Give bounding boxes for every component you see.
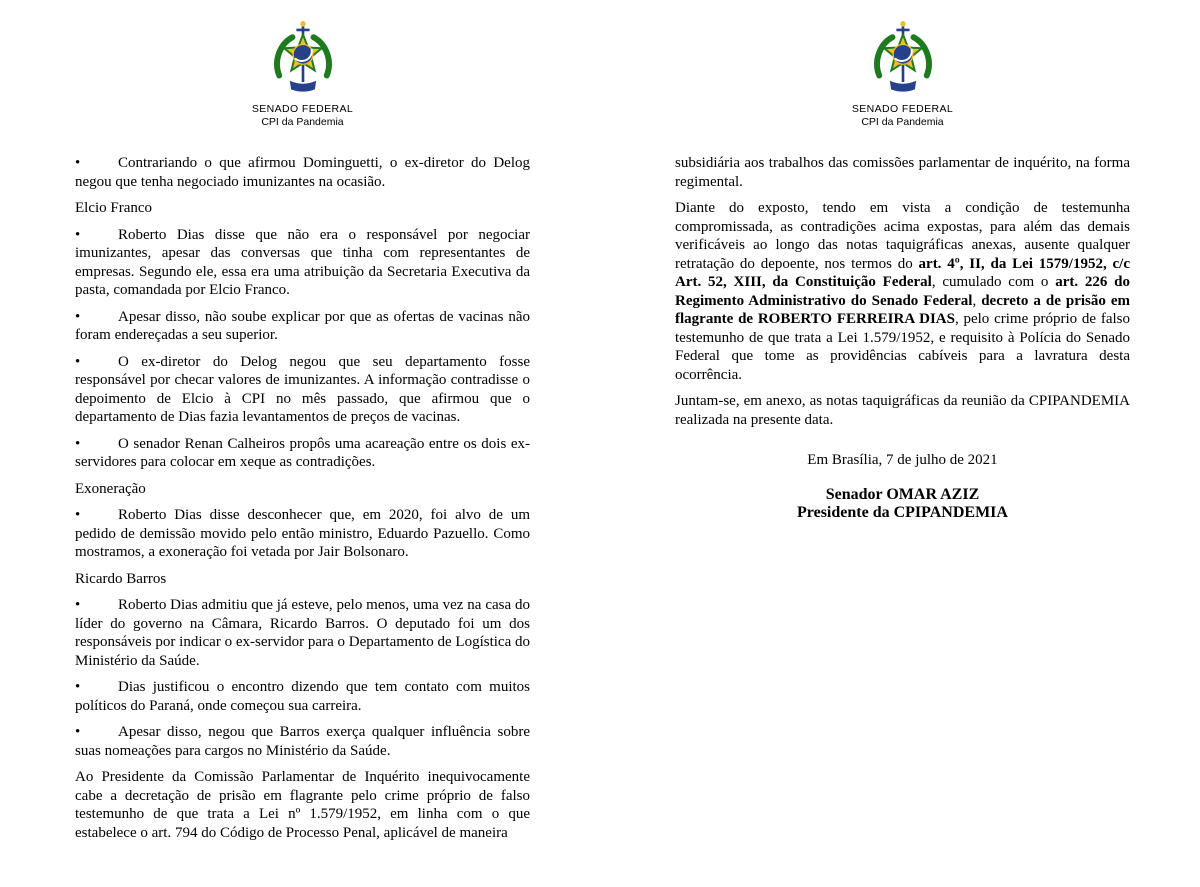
paragraph-text: Roberto Dias disse desconhecer que, em 2020, foi alvo de um pedido de demissão movido pelo então ministro, Eduardo Pazuello. Como mostramos, a exoneração foi vetada por Jair Bolsonaro. — [75, 507, 530, 560]
paragraph-text: Contrariando o que afirmou Dominguetti, o ex-diretor do Delog negou que tenha negociado imunizantes na ocasião. — [75, 155, 530, 190]
bullet-marker: • — [75, 308, 81, 325]
paragraph-text: O ex-diretor do Delog negou que seu departamento fosse responsável por checar valores de imunizantes. A informação contradisse o depoimento de Elcio à CPI no mês passado, que afirmou que o departamento de Dias fazia levantamentos de preços de vacinas. — [75, 353, 530, 425]
paragraph-text: Apesar disso, não soube explicar por que as ofertas de vacinas não foram endereçadas a seu superior. — [75, 308, 530, 343]
bullet-marker: • — [75, 507, 81, 523]
bullet-marker: • — [75, 353, 81, 370]
page-right-content — [675, 154, 1130, 523]
paragraph-text: Roberto Dias disse que não era o responsável por negociar imunizantes, apesar das conversas que tinha com representantes de empresas. Segundo ele, essa era uma atribuição da Secretaria Executiva da pasta, comandada por Elcio Franco. — [75, 226, 530, 298]
page-left-header — [75, 20, 530, 128]
paragraph-text: O senador Renan Calheiros propôs uma acareação entre os dois ex-servidores para colocar em xeque as contradições. — [75, 435, 530, 470]
bullet-paragraph — [75, 435, 530, 472]
bullet-paragraph — [75, 308, 530, 345]
body-paragraph: Ao Presidente da Comissão Parlamentar de Inquérito inequivocamente cabe a decretação de prisão em flagrante pelo crime próprio de falso testemunho de que trata a Lei nº 1.579/1952, em linha com o que estabelece o art. 794 do Código de Processo Penal, aplicável de maneira — [75, 769, 530, 841]
page-left-content — [75, 154, 530, 842]
page-right-header — [675, 20, 1130, 128]
institution-name: SENADO FEDERAL — [851, 103, 954, 115]
bullet-paragraph — [75, 678, 530, 715]
signature-name: Senador OMAR AZIZ — [825, 485, 980, 503]
bullet-paragraph — [75, 723, 530, 760]
bullet-paragraph — [75, 506, 530, 562]
institution-subtitle: CPI da Pandemia — [261, 116, 344, 128]
section-heading: Exoneração — [75, 480, 146, 497]
paragraph-text: Dias justificou o encontro dizendo que tem contato com muitos políticos do Paraná, onde começou sua carreira. — [75, 679, 530, 714]
bullet-marker: • — [75, 435, 81, 452]
bullet-paragraph — [75, 353, 530, 427]
bullet-paragraph — [75, 596, 530, 670]
senado-coat-of-arms-icon — [270, 20, 336, 94]
bullet-paragraph — [75, 226, 530, 300]
bullet-marker: • — [75, 724, 81, 740]
body-paragraph: subsidiária aos trabalhos das comissões parlamentar de inquérito, na forma regimental. — [675, 155, 1130, 190]
institution-name: SENADO FEDERAL — [251, 103, 354, 115]
signature-block — [675, 486, 1130, 523]
signature-title: Presidente da CPIPANDEMIA — [797, 504, 1008, 521]
page-right — [600, 0, 1200, 887]
paragraph-text: Roberto Dias admitiu que já esteve, pelo menos, uma vez na casa do líder do governo na Câmara, Ricardo Barros. O deputado foi um dos responsáveis por indicar o ex-servidor para o Departamento de Logística do Ministério da Saúde. — [75, 597, 530, 669]
bullet-paragraph — [75, 154, 530, 191]
bullet-marker: • — [75, 226, 81, 243]
bullet-marker: • — [75, 679, 81, 695]
senado-coat-of-arms-icon — [870, 20, 936, 94]
bullet-marker: • — [75, 155, 81, 171]
body-paragraph: Juntam-se, em anexo, as notas taquigráficas da reunião da CPIPANDEMIA realizada na presente data. — [675, 393, 1130, 428]
bullet-marker: • — [75, 597, 81, 613]
paragraph-text: Apesar disso, negou que Barros exerça qualquer influência sobre suas nomeações para cargos no Ministério da Saúde. — [75, 724, 530, 759]
date-line: Em Brasília, 7 de julho de 2021 — [807, 452, 998, 468]
section-heading: Ricardo Barros — [75, 570, 167, 587]
section-heading: Elcio Franco — [75, 200, 153, 216]
institution-subtitle: CPI da Pandemia — [861, 116, 944, 128]
decree-paragraph: Diante do exposto, tendo em vista a condição de testemunha compromissada, as contradições acima expostas, para além das demais verificáveis ao longo das notas taquigráficas anexas, ausente qualquer retratação do depoente, nos termos do art. 4º, II, da Lei 1579/1952, c/c Art. 52, XIII, da Constituição Federal, cumulado com o art. 226 do Regimento Administrativo do Senado Federal, decreto a de prisão em flagrante de ROBERTO FERREIRA DIAS, pelo crime próprio de falso testemunho de que trata a Lei 1.579/1952, e requisito à Polícia do Senado Federal que tome as providências cabíveis para a lavratura desta ocorrência. — [675, 200, 1131, 383]
